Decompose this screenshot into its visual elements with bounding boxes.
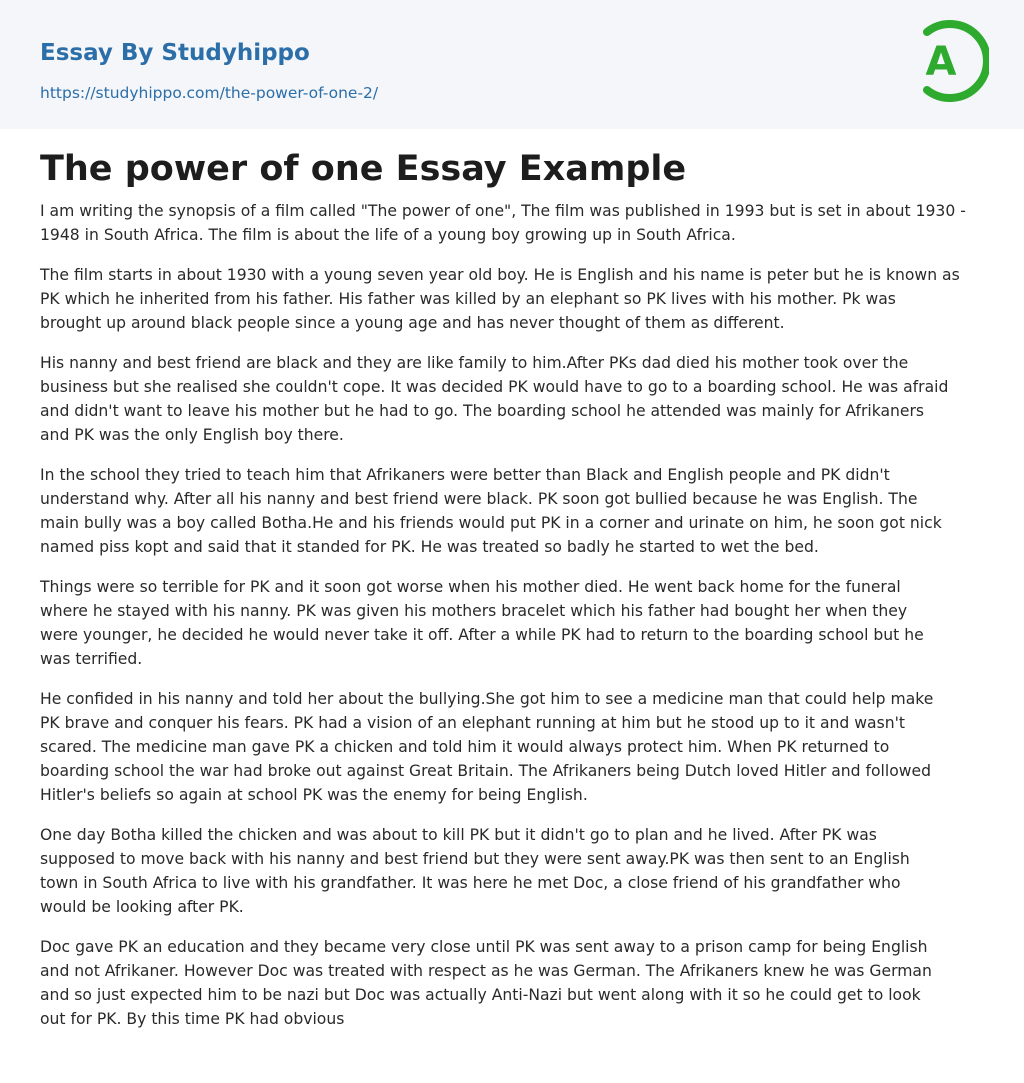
article-paragraph [40,199,984,247]
paragraph-line: business but she realised she couldn't cope. It was decided PK would have to go to a boarding school. He was afraid [40,378,949,396]
paragraph-line: He confided in his nanny and told her about the bullying.She got him to see a medicine man that could help make [40,690,934,708]
paragraph-line: Things were so terrible for PK and it soon got worse when his mother died. He went back home for the funeral [40,578,901,596]
paragraph-line: His nanny and best friend are black and they are like family to him.After PKs dad died his mother took over the [40,354,909,372]
article [0,129,1024,1031]
paragraph-line: and not Afrikaner. However Doc was treated with respect as he was German. The Afrikaners knew he was German [40,962,932,980]
paragraph-line: I am writing the synopsis of a film called "The power of one", The film was published in 1993 but is set in about 1930 - [40,202,966,220]
paragraph-line: and didn't want to leave his mother but he had to go. The boarding school he attended was mainly for Afrikaners [40,402,925,420]
article-paragraph [40,935,984,1031]
article-paragraph [40,575,984,671]
paragraph-line: town in South Africa to live with his grandfather. It was here he met Doc, a close friend of his grandfather who [40,874,901,892]
brand-title[interactable]: Essay By Studyhippo [40,40,310,66]
studyhippo-logo-icon[interactable] [903,18,989,104]
paragraph-line: were younger, he decided he would never take it off. After a while PK had to return to the boarding school but he [40,626,924,644]
paragraph-line: PK brave and conquer his fears. PK had a vision of an elephant running at him but he stood up to it and wasn't [40,714,905,732]
paragraph-line: Doc gave PK an education and they became very close until PK was sent away to a prison camp for being English [40,938,928,956]
page-header [0,0,1024,129]
article-paragraph [40,823,984,919]
paragraph-line: The film starts in about 1930 with a young seven year old boy. He is English and his name is peter but he is known as [40,266,960,284]
article-body [40,199,984,1031]
paragraph-line: supposed to move back with his nanny and best friend but they were sent away.PK was then sent to an English [40,850,910,868]
paragraph-line: understand why. After all his nanny and best friend were black. PK soon got bullied because he was English. The [40,490,918,508]
paragraph-line: One day Botha killed the chicken and was about to kill PK but it didn't go to plan and he lived. After PK was [40,826,877,844]
article-paragraph [40,463,984,559]
paragraph-line: brought up around black people since a young age and has never thought of them as different. [40,314,785,332]
paragraph-line: Hitler's beliefs so again at school PK was the enemy for being English. [40,786,588,804]
paragraph-line: PK which he inherited from his father. His father was killed by an elephant so PK lives with his mother. Pk was [40,290,896,308]
paragraph-line: boarding school the war had broke out against Great Britain. The Afrikaners being Dutch loved Hitler and followed [40,762,931,780]
paragraph-line: and PK was the only English boy there. [40,426,344,444]
article-paragraph [40,263,984,335]
paragraph-line: out for PK. By this time PK had obvious [40,1010,345,1028]
source-url-link[interactable]: https://studyhippo.com/the-power-of-one-2/ [40,84,379,102]
article-title: The power of one Essay Example [40,149,687,189]
paragraph-line: In the school they tried to teach him that Afrikaners were better than Black and English people and PK didn't [40,466,890,484]
logo-letter: A [925,39,957,85]
article-paragraph [40,687,984,807]
paragraph-line: where he stayed with his nanny. PK was given his mothers bracelet which his father had bought her when they [40,602,908,620]
paragraph-line: would be looking after PK. [40,898,244,916]
article-paragraph [40,351,984,447]
paragraph-line: main bully was a boy called Botha.He and his friends would put PK in a corner and urinate on him, he soon got nick [40,514,942,532]
paragraph-line: scared. The medicine man gave PK a chicken and told him it would always protect him. When PK returned to [40,738,890,756]
paragraph-line: named piss kopt and said that it standed for PK. He was treated so badly he started to wet the bed. [40,538,819,556]
paragraph-line: 1948 in South Africa. The film is about the life of a young boy growing up in South Africa. [40,226,736,244]
paragraph-line: and so just expected him to be nazi but Doc was actually Anti-Nazi but went along with it so he could get to look [40,986,921,1004]
paragraph-line: was terrified. [40,650,143,668]
